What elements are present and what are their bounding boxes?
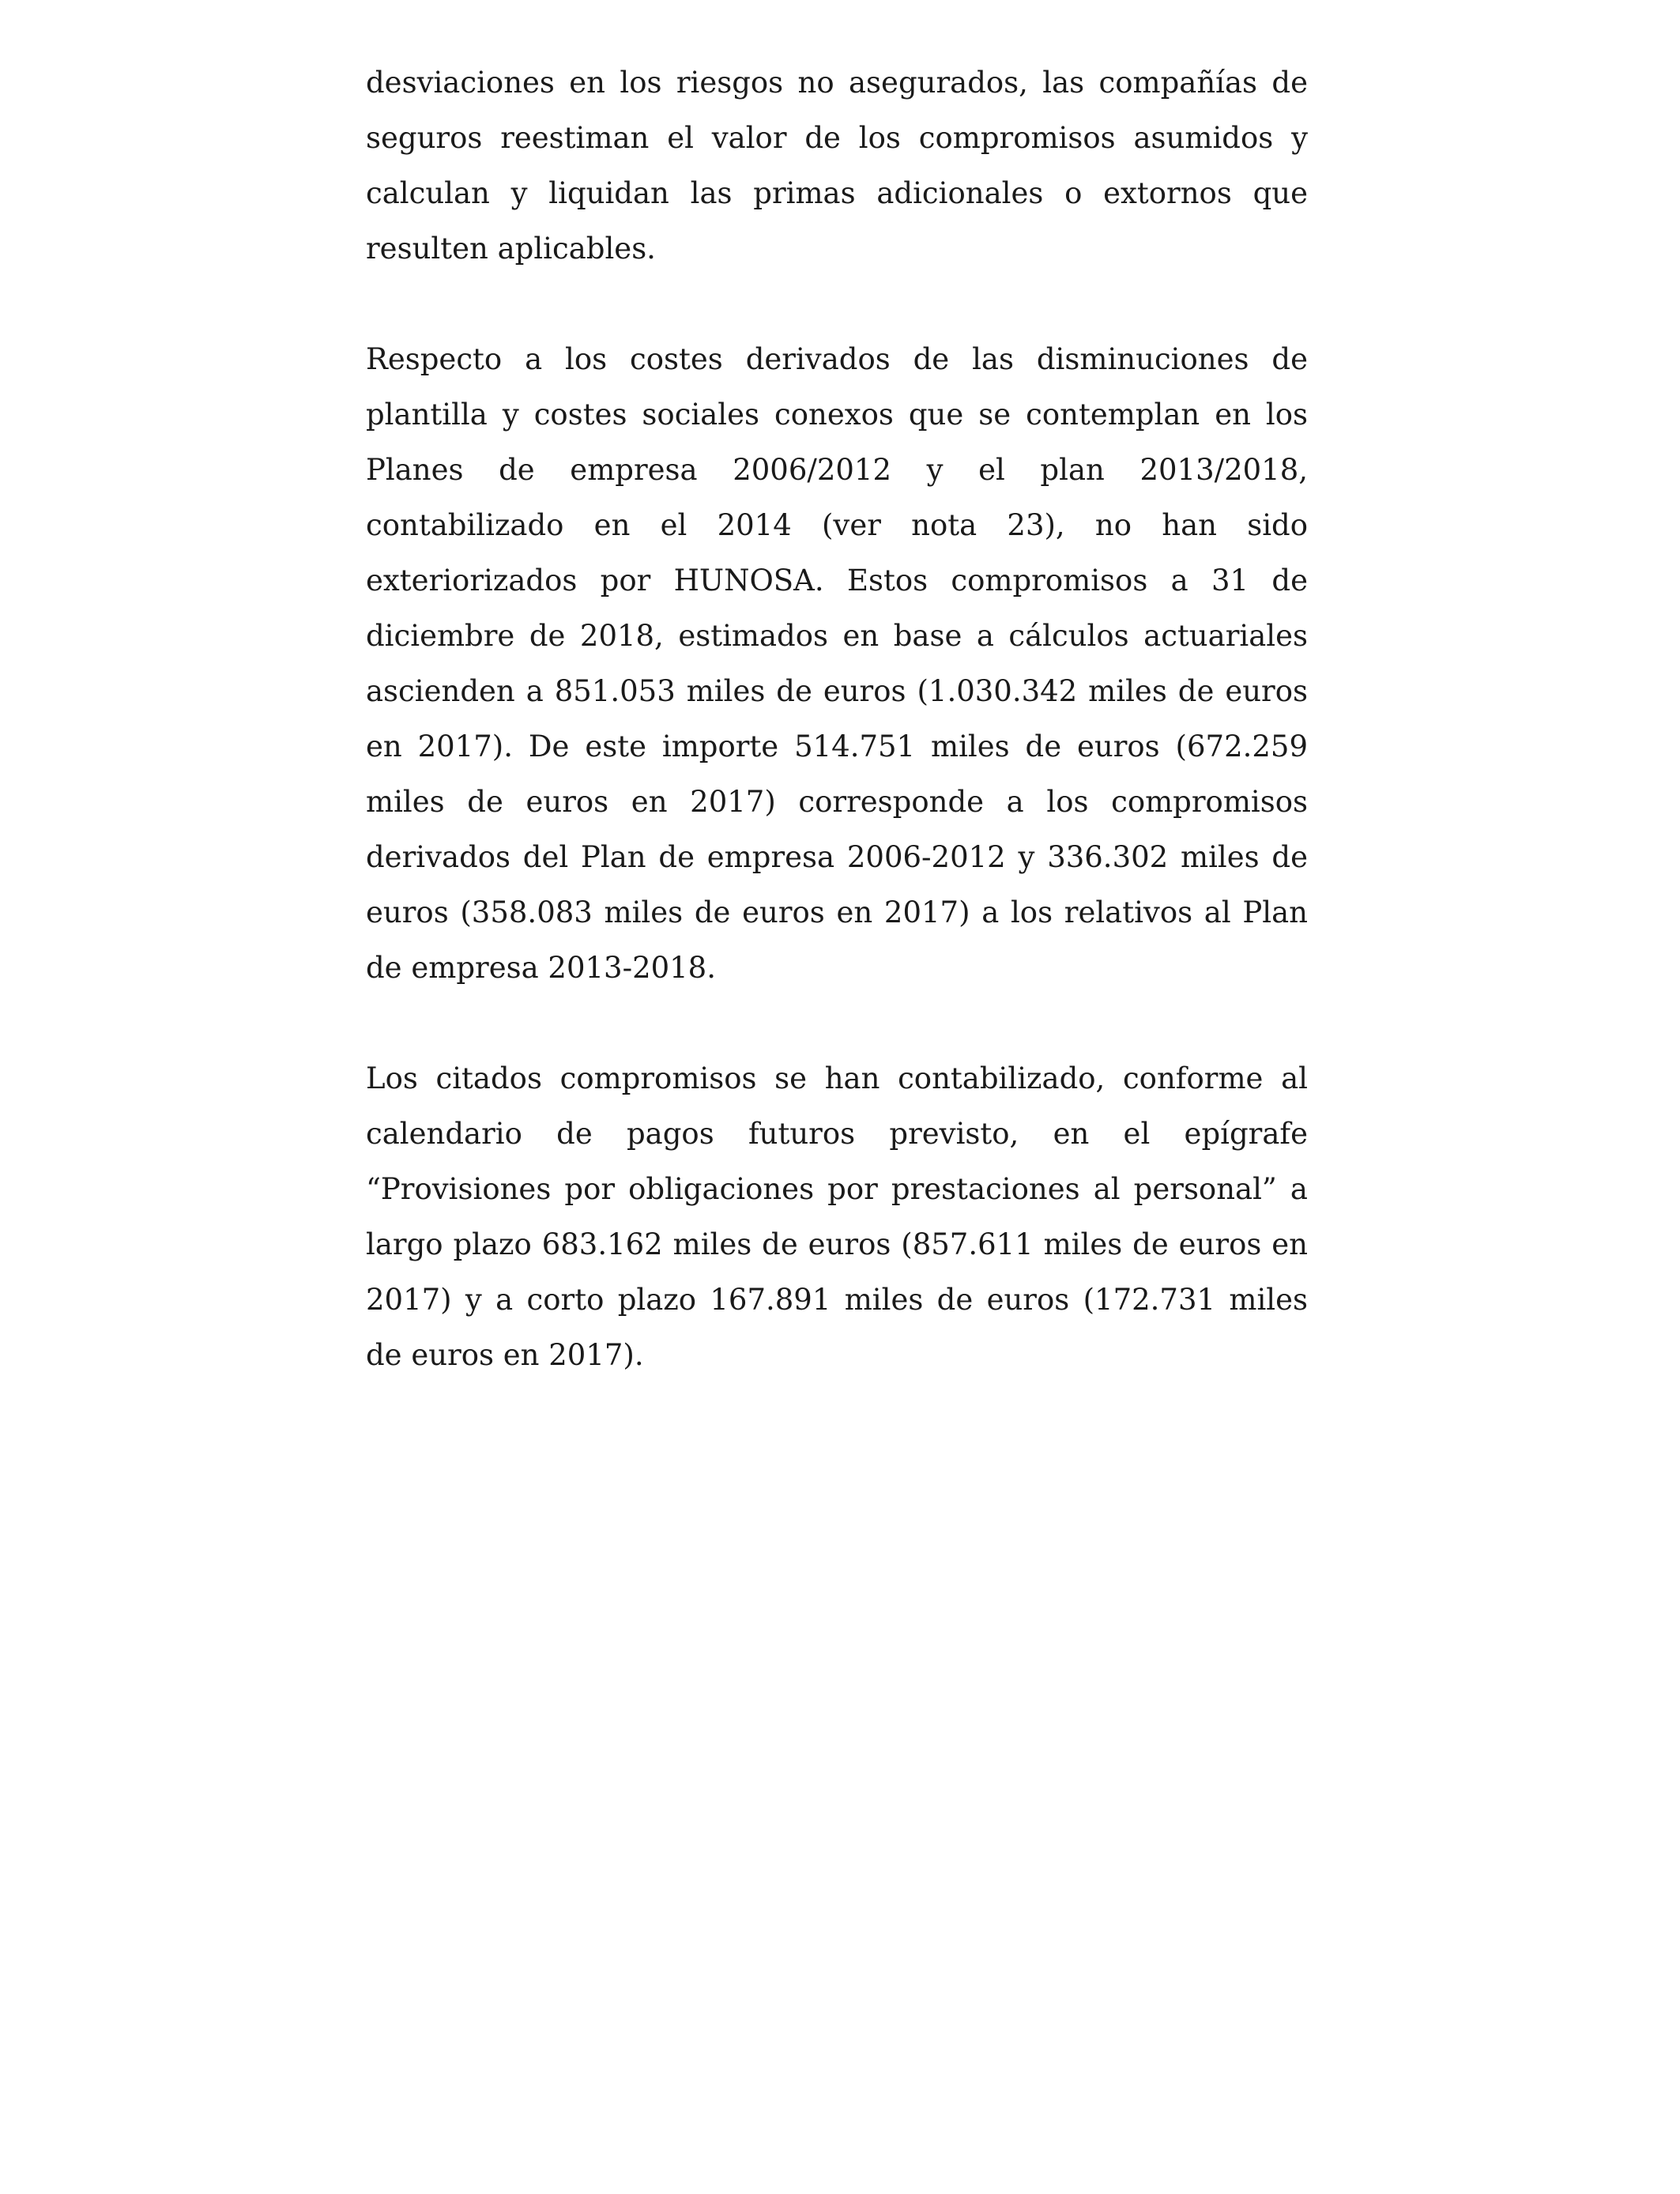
document-body: [366, 55, 1308, 1438]
paragraph-provisions: Los citados compromisos se han contabilizado, conforme al calendario de pagos futuros previsto, en el epígrafe “Provisiones por obligaciones por prestaciones al personal” a largo plazo 683.162 miles de euros (857.611 miles de euros en 2017) y a corto plazo 167.891 miles de euros (172.731 miles de euros en 2017).: [366, 1061, 1308, 1372]
paragraph-insurance-deviations: desviaciones en los riesgos no asegurados, las compañías de seguros reestiman el valor de los compromisos asumidos y calculan y liquidan las primas adicionales o extornos que resulten aplicables.: [366, 66, 1308, 266]
paragraph-workforce-costs: Respecto a los costes derivados de las disminuciones de plantilla y costes sociales conexos que se contemplan en los Planes de empresa 2006/2012 y el plan 2013/2018, contabilizado en el 2014 (ver nota 23), no han sido exteriorizados por HUNOSA. Estos compromisos a 31 de diciembre de 2018, estimados en base a cálculos actuariales ascienden a 851.053 miles de euros (1.030.342 miles de euros en 2017). De este importe 514.751 miles de euros (672.259 miles de euros en 2017) corresponde a los compromisos derivados del Plan de empresa 2006-2012 y 336.302 miles de euros (358.083 miles de euros en 2017) a los relativos al Plan de empresa 2013-2018.: [366, 342, 1308, 985]
